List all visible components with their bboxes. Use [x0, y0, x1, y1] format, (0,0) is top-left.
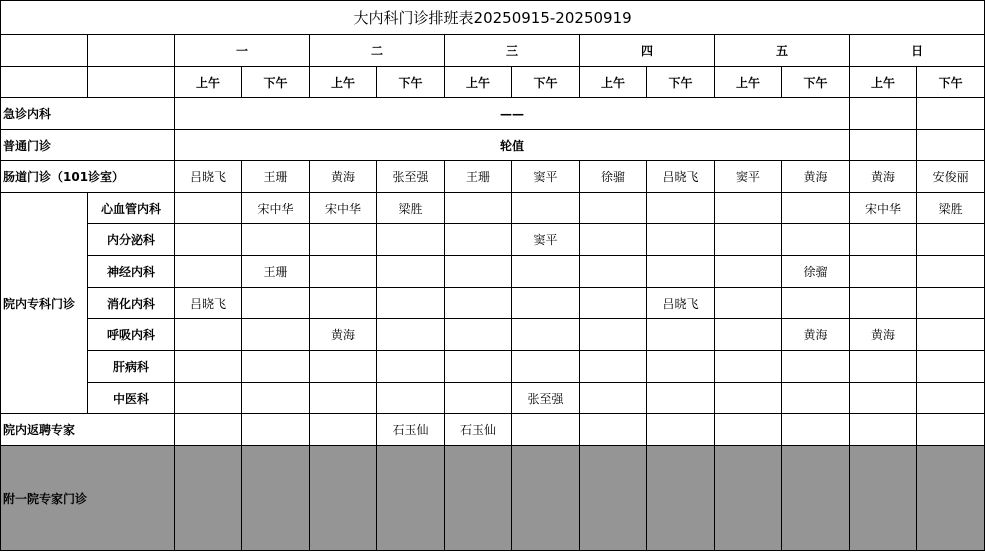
schedule-cell — [310, 414, 377, 446]
specialty-row — [1, 193, 985, 224]
schedule-cell: 吕晓飞 — [647, 161, 715, 193]
day-header: 日 — [850, 35, 985, 67]
schedule-cell — [715, 224, 782, 256]
schedule-cell: 石玉仙 — [377, 414, 445, 446]
schedule-cell — [377, 383, 445, 414]
half-day-header: 下午 — [242, 67, 310, 98]
schedule-cell — [917, 98, 985, 130]
schedule-cell — [175, 351, 242, 383]
schedule-cell — [917, 256, 985, 288]
schedule-cell — [445, 351, 512, 383]
schedule-cell — [377, 351, 445, 383]
half-day-header: 上午 — [715, 67, 782, 98]
row-label-emergency: 急诊内科 — [1, 98, 175, 130]
row-label-specialty: 院内专科门诊 — [1, 193, 88, 414]
schedule-cell — [175, 414, 242, 446]
schedule-cell — [715, 256, 782, 288]
schedule-cell — [512, 446, 580, 551]
schedule-cell — [580, 288, 647, 319]
blank-cell — [88, 67, 175, 98]
schedule-cell — [242, 383, 310, 414]
schedule-cell — [377, 224, 445, 256]
schedule-cell: 徐骝 — [782, 256, 850, 288]
blank-cell — [1, 67, 88, 98]
schedule-cell — [175, 193, 242, 224]
schedule-cell: 梁胜 — [917, 193, 985, 224]
schedule-cell — [850, 414, 917, 446]
schedule-cell: 张至强 — [377, 161, 445, 193]
schedule-cell — [175, 446, 242, 551]
schedule-cell — [580, 446, 647, 551]
schedule-cell — [512, 414, 580, 446]
schedule-cell: 张至强 — [512, 383, 580, 414]
schedule-cell — [715, 319, 782, 351]
schedule-cell — [242, 288, 310, 319]
schedule-cell — [647, 193, 715, 224]
day-header-row — [1, 35, 985, 67]
schedule-cell — [647, 414, 715, 446]
schedule-cell — [377, 288, 445, 319]
half-day-header: 上午 — [445, 67, 512, 98]
schedule-cell — [715, 383, 782, 414]
schedule-cell: 黄海 — [310, 161, 377, 193]
schedule-cell — [782, 383, 850, 414]
schedule-cell: 王珊 — [445, 161, 512, 193]
schedule-cell — [647, 351, 715, 383]
specialty-row — [1, 224, 985, 256]
schedule-cell — [310, 256, 377, 288]
emergency-span-cell: —— — [175, 98, 850, 130]
schedule-cell — [580, 256, 647, 288]
schedule-cell: 黄海 — [850, 161, 917, 193]
day-header: 五 — [715, 35, 850, 67]
half-day-header: 下午 — [647, 67, 715, 98]
row-label-general: 普通门诊 — [1, 130, 175, 161]
schedule-cell — [310, 446, 377, 551]
schedule-cell — [782, 351, 850, 383]
schedule-cell — [580, 414, 647, 446]
schedule-cell — [647, 383, 715, 414]
schedule-cell — [377, 256, 445, 288]
schedule-cell — [512, 193, 580, 224]
schedule-cell — [242, 319, 310, 351]
schedule-cell: 梁胜 — [377, 193, 445, 224]
schedule-cell — [782, 193, 850, 224]
schedule-cell — [175, 256, 242, 288]
schedule-cell — [310, 224, 377, 256]
schedule-cell — [917, 224, 985, 256]
schedule-cell — [647, 319, 715, 351]
schedule-cell — [512, 256, 580, 288]
schedule-cell: 宋中华 — [242, 193, 310, 224]
schedule-cell — [715, 414, 782, 446]
schedule-cell — [580, 224, 647, 256]
half-day-header: 下午 — [782, 67, 850, 98]
schedule-cell — [850, 351, 917, 383]
row-label-affiliated: 附一院专家门诊 — [1, 446, 175, 551]
schedule-cell — [445, 383, 512, 414]
sub-label-endocrinology: 内分泌科 — [88, 224, 175, 256]
schedule-cell — [445, 256, 512, 288]
schedule-cell: 吕晓飞 — [175, 161, 242, 193]
schedule-cell — [445, 446, 512, 551]
specialty-row — [1, 288, 985, 319]
schedule-cell — [175, 319, 242, 351]
page-title: 大内科门诊排班表20250915-20250919 — [1, 1, 985, 35]
schedule-cell — [917, 319, 985, 351]
affiliated-row — [1, 446, 985, 551]
schedule-cell: 黄海 — [782, 319, 850, 351]
sub-label-neurology: 神经内科 — [88, 256, 175, 288]
schedule-cell — [647, 446, 715, 551]
specialty-row — [1, 351, 985, 383]
schedule-cell — [850, 130, 917, 161]
schedule-cell — [782, 224, 850, 256]
schedule-cell — [445, 288, 512, 319]
schedule-cell: 吕晓飞 — [647, 288, 715, 319]
schedule-cell: 王珊 — [242, 256, 310, 288]
schedule-cell: 窦平 — [512, 161, 580, 193]
schedule-cell — [512, 319, 580, 351]
half-day-header: 上午 — [580, 67, 647, 98]
schedule-cell — [377, 319, 445, 351]
specialty-row — [1, 319, 985, 351]
schedule-cell — [242, 351, 310, 383]
schedule-cell — [377, 446, 445, 551]
schedule-cell — [580, 383, 647, 414]
schedule-cell — [242, 414, 310, 446]
schedule-cell — [917, 446, 985, 551]
schedule-cell: 徐骝 — [580, 161, 647, 193]
schedule-cell — [917, 383, 985, 414]
schedule-cell: 王珊 — [242, 161, 310, 193]
schedule-cell — [512, 351, 580, 383]
schedule-cell — [310, 288, 377, 319]
schedule-cell — [850, 224, 917, 256]
schedule-cell — [850, 98, 917, 130]
specialty-row — [1, 256, 985, 288]
specialty-row — [1, 383, 985, 414]
schedule-cell — [175, 383, 242, 414]
schedule-cell — [850, 288, 917, 319]
schedule-cell — [782, 446, 850, 551]
schedule-cell: 黄海 — [310, 319, 377, 351]
schedule-cell: 宋中华 — [850, 193, 917, 224]
schedule-cell — [647, 224, 715, 256]
schedule-cell — [917, 288, 985, 319]
day-header: 四 — [580, 35, 715, 67]
schedule-cell — [175, 224, 242, 256]
schedule-cell — [445, 224, 512, 256]
rehired-row — [1, 414, 985, 446]
intestinal-row — [1, 161, 985, 193]
schedule-cell — [580, 193, 647, 224]
schedule-cell — [310, 383, 377, 414]
sub-label-cardiology: 心血管内科 — [88, 193, 175, 224]
schedule-cell — [850, 256, 917, 288]
general-span-cell: 轮值 — [175, 130, 850, 161]
schedule-cell — [445, 193, 512, 224]
half-day-header: 下午 — [512, 67, 580, 98]
half-day-header: 上午 — [175, 67, 242, 98]
sub-label-hepatology: 肝病科 — [88, 351, 175, 383]
schedule-cell: 窦平 — [512, 224, 580, 256]
schedule-cell: 吕晓飞 — [175, 288, 242, 319]
half-day-header: 上午 — [310, 67, 377, 98]
schedule-cell — [512, 288, 580, 319]
schedule-cell: 宋中华 — [310, 193, 377, 224]
row-label-rehired: 院内返聘专家 — [1, 414, 175, 446]
schedule-cell — [647, 256, 715, 288]
schedule-cell — [715, 446, 782, 551]
sub-label-respiratory: 呼吸内科 — [88, 319, 175, 351]
day-header: 二 — [310, 35, 445, 67]
schedule-cell — [850, 383, 917, 414]
schedule-cell: 石玉仙 — [445, 414, 512, 446]
schedule-cell: 黄海 — [782, 161, 850, 193]
schedule-cell — [445, 319, 512, 351]
schedule-cell — [782, 288, 850, 319]
half-day-header: 下午 — [917, 67, 985, 98]
sub-label-gastroenterology: 消化内科 — [88, 288, 175, 319]
day-header: 三 — [445, 35, 580, 67]
emergency-row — [1, 98, 985, 130]
general-row — [1, 130, 985, 161]
schedule-cell: 黄海 — [850, 319, 917, 351]
half-day-header-row — [1, 67, 985, 98]
schedule-cell — [580, 319, 647, 351]
schedule-cell — [917, 351, 985, 383]
schedule-cell — [310, 351, 377, 383]
schedule-cell: 安俊丽 — [917, 161, 985, 193]
blank-cell — [88, 35, 175, 67]
schedule-cell — [917, 130, 985, 161]
half-day-header: 下午 — [377, 67, 445, 98]
row-label-intestinal: 肠道门诊（101诊室） — [1, 161, 175, 193]
schedule-cell — [242, 224, 310, 256]
schedule-cell — [715, 193, 782, 224]
schedule-cell: 窦平 — [715, 161, 782, 193]
schedule-cell — [782, 414, 850, 446]
schedule-cell — [580, 351, 647, 383]
schedule-cell — [715, 351, 782, 383]
blank-cell — [1, 35, 88, 67]
schedule-cell — [242, 446, 310, 551]
half-day-header: 上午 — [850, 67, 917, 98]
schedule-cell — [715, 288, 782, 319]
schedule-cell — [917, 414, 985, 446]
schedule-cell — [850, 446, 917, 551]
day-header: 一 — [175, 35, 310, 67]
sub-label-tcm: 中医科 — [88, 383, 175, 414]
